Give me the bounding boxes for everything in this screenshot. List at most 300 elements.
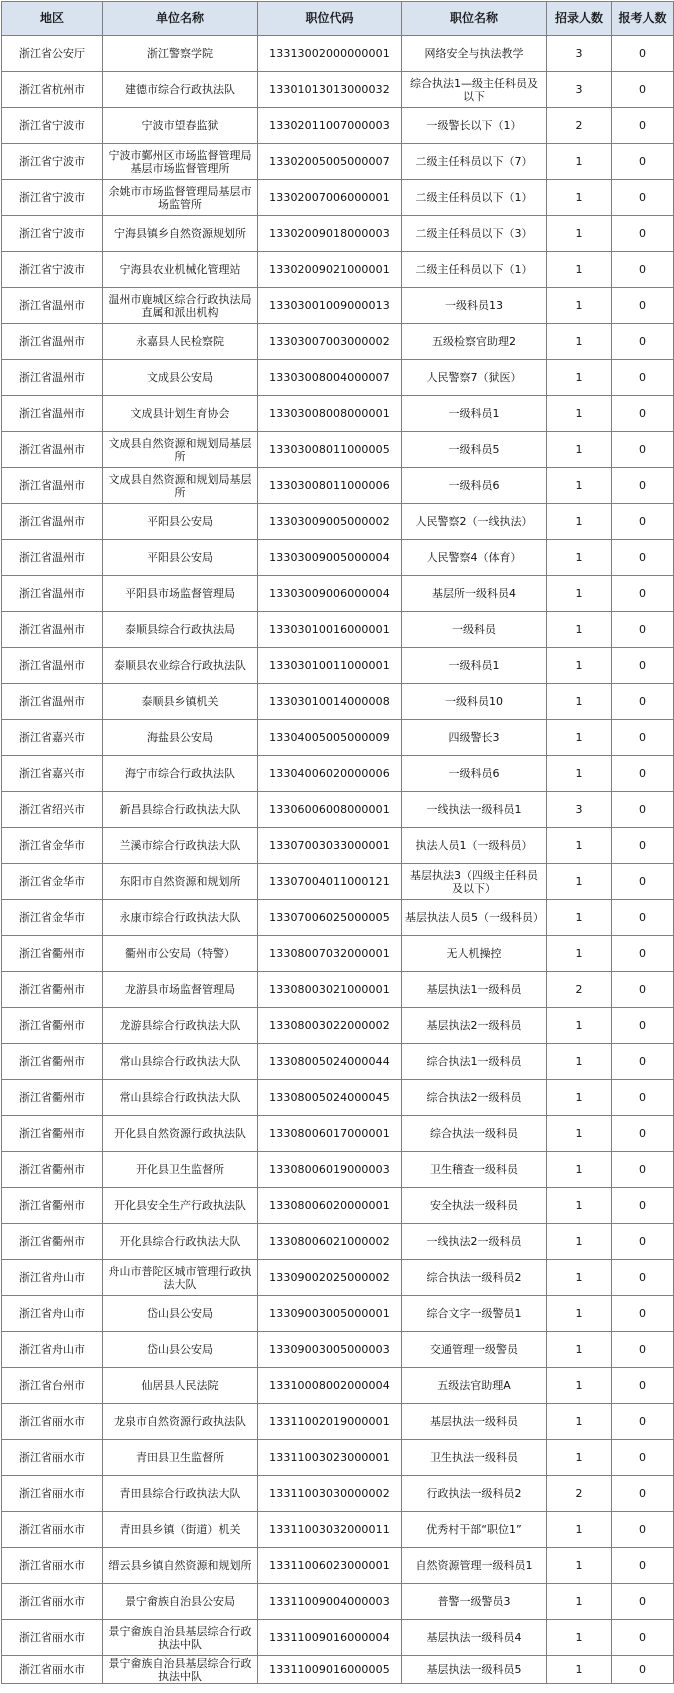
cell-position-code: 13311009016000005 [258, 1656, 402, 1684]
table-row [2, 1188, 674, 1224]
table-row [2, 684, 674, 720]
cell-position-name: 无人机操控 [402, 936, 547, 972]
table-row [2, 36, 674, 72]
cell-hire-count: 1 [547, 468, 612, 504]
cell-region: 浙江省丽水市 [2, 1404, 103, 1440]
table-row [2, 180, 674, 216]
cell-unit-name: 浙江警察学院 [103, 36, 258, 72]
cell-region: 浙江省绍兴市 [2, 792, 103, 828]
cell-hire-count: 1 [547, 360, 612, 396]
cell-region: 浙江省温州市 [2, 396, 103, 432]
cell-hire-count: 1 [547, 1512, 612, 1548]
cell-region: 浙江省衢州市 [2, 1116, 103, 1152]
cell-position-code: 13302005005000007 [258, 144, 402, 180]
table-row [2, 720, 674, 756]
cell-position-name: 基层执法一级科员 [402, 1404, 547, 1440]
cell-applicant-count: 0 [612, 432, 674, 468]
cell-region: 浙江省温州市 [2, 360, 103, 396]
cell-region: 浙江省衢州市 [2, 972, 103, 1008]
cell-unit-name: 平阳县公安局 [103, 504, 258, 540]
cell-unit-name: 青田县综合行政执法大队 [103, 1476, 258, 1512]
cell-hire-count: 1 [547, 1008, 612, 1044]
cell-position-name: 人民警察7（狱医） [402, 360, 547, 396]
cell-unit-name: 东阳市自然资源和规划所 [103, 864, 258, 900]
table-row [2, 108, 674, 144]
cell-position-code: 13302007006000001 [258, 180, 402, 216]
cell-position-code: 13304005005000009 [258, 720, 402, 756]
cell-unit-name: 常山县综合行政执法大队 [103, 1044, 258, 1080]
cell-unit-name: 宁波市鄞州区市场监督管理局基层市场监督管理所 [103, 144, 258, 180]
cell-position-code: 13303009005000004 [258, 540, 402, 576]
cell-region: 浙江省温州市 [2, 432, 103, 468]
cell-unit-name: 泰顺县综合行政执法局 [103, 612, 258, 648]
cell-position-name: 人民警察2（一线执法） [402, 504, 547, 540]
cell-hire-count: 3 [547, 36, 612, 72]
cell-position-code: 13307003033000001 [258, 828, 402, 864]
table-row [2, 396, 674, 432]
cell-unit-name: 平阳县市场监督管理局 [103, 576, 258, 612]
cell-position-name: 人民警察4（体育） [402, 540, 547, 576]
cell-position-code: 13308006019000003 [258, 1152, 402, 1188]
cell-position-name: 优秀村干部“职位1” [402, 1512, 547, 1548]
cell-hire-count: 1 [547, 900, 612, 936]
cell-position-name: 二级主任科员以下（3） [402, 216, 547, 252]
cell-applicant-count: 0 [612, 360, 674, 396]
cell-hire-count: 1 [547, 756, 612, 792]
cell-hire-count: 1 [547, 1440, 612, 1476]
cell-hire-count: 1 [547, 288, 612, 324]
cell-region: 浙江省衢州市 [2, 1188, 103, 1224]
header-position-code: 职位代码 [258, 2, 402, 36]
cell-position-code: 13308003022000002 [258, 1008, 402, 1044]
table-row [2, 1260, 674, 1296]
table-row [2, 1296, 674, 1332]
cell-region: 浙江省宁波市 [2, 108, 103, 144]
cell-position-code: 13308005024000044 [258, 1044, 402, 1080]
table-row [2, 1584, 674, 1620]
cell-position-name: 基层执法1一级科员 [402, 972, 547, 1008]
cell-unit-name: 余姚市市场监督管理局基层市场监管所 [103, 180, 258, 216]
table-row [2, 1368, 674, 1404]
cell-applicant-count: 0 [612, 1332, 674, 1368]
cell-position-code: 13308007032000001 [258, 936, 402, 972]
table-row [2, 792, 674, 828]
cell-position-name: 执法人员1（一级科员） [402, 828, 547, 864]
cell-region: 浙江省衢州市 [2, 1224, 103, 1260]
cell-position-name: 网络安全与执法教学 [402, 36, 547, 72]
cell-position-name: 四级警长3 [402, 720, 547, 756]
cell-hire-count: 3 [547, 792, 612, 828]
cell-region: 浙江省温州市 [2, 504, 103, 540]
cell-position-name: 综合执法一级科员2 [402, 1260, 547, 1296]
table-row [2, 1548, 674, 1584]
cell-region: 浙江省衢州市 [2, 1152, 103, 1188]
table-row [2, 1620, 674, 1656]
cell-position-name: 基层执法一级科员4 [402, 1620, 547, 1656]
cell-region: 浙江省宁波市 [2, 144, 103, 180]
cell-position-name: 综合执法一级科员 [402, 1116, 547, 1152]
cell-hire-count: 1 [547, 396, 612, 432]
cell-hire-count: 1 [547, 1044, 612, 1080]
cell-region: 浙江省温州市 [2, 576, 103, 612]
cell-region: 浙江省丽水市 [2, 1512, 103, 1548]
cell-region: 浙江省丽水市 [2, 1548, 103, 1584]
cell-position-name: 一级科员1 [402, 648, 547, 684]
table-row [2, 360, 674, 396]
table-row [2, 864, 674, 900]
cell-unit-name: 开化县综合行政执法大队 [103, 1224, 258, 1260]
cell-position-name: 综合执法2一级科员 [402, 1080, 547, 1116]
cell-position-name: 基层执法一级科员5 [402, 1656, 547, 1684]
cell-position-code: 13303010014000008 [258, 684, 402, 720]
cell-position-code: 13302011007000003 [258, 108, 402, 144]
cell-region: 浙江省舟山市 [2, 1260, 103, 1296]
cell-hire-count: 1 [547, 540, 612, 576]
cell-region: 浙江省衢州市 [2, 1044, 103, 1080]
table-body [2, 36, 674, 1684]
table-row [2, 1080, 674, 1116]
cell-region: 浙江省宁波市 [2, 252, 103, 288]
cell-unit-name: 文成县公安局 [103, 360, 258, 396]
cell-hire-count: 1 [547, 324, 612, 360]
cell-applicant-count: 0 [612, 1152, 674, 1188]
cell-position-code: 13311009016000004 [258, 1620, 402, 1656]
table-row [2, 324, 674, 360]
cell-position-name: 安全执法一级科员 [402, 1188, 547, 1224]
cell-applicant-count: 0 [612, 72, 674, 108]
cell-applicant-count: 0 [612, 216, 674, 252]
table-row [2, 900, 674, 936]
cell-position-name: 五级法官助理A [402, 1368, 547, 1404]
cell-region: 浙江省衢州市 [2, 1080, 103, 1116]
cell-applicant-count: 0 [612, 1224, 674, 1260]
cell-position-code: 13311003030000002 [258, 1476, 402, 1512]
cell-applicant-count: 0 [612, 252, 674, 288]
cell-applicant-count: 0 [612, 1476, 674, 1512]
header-hire-count: 招录人数 [547, 2, 612, 36]
cell-position-name: 自然资源管理一级科员1 [402, 1548, 547, 1584]
cell-hire-count: 1 [547, 1188, 612, 1224]
cell-position-name: 卫生执法一级科员 [402, 1440, 547, 1476]
cell-position-code: 13303009005000002 [258, 504, 402, 540]
cell-position-code: 13303008011000005 [258, 432, 402, 468]
cell-region: 浙江省金华市 [2, 828, 103, 864]
cell-position-name: 卫生稽查一级科员 [402, 1152, 547, 1188]
cell-hire-count: 1 [547, 828, 612, 864]
cell-region: 浙江省温州市 [2, 612, 103, 648]
cell-applicant-count: 0 [612, 648, 674, 684]
cell-position-code: 13302009021000001 [258, 252, 402, 288]
cell-unit-name: 景宁畲族自治县基层综合行政执法中队 [103, 1656, 258, 1684]
cell-unit-name: 缙云县乡镇自然资源和规划所 [103, 1548, 258, 1584]
table-row [2, 756, 674, 792]
cell-position-name: 五级检察官助理2 [402, 324, 547, 360]
cell-applicant-count: 0 [612, 540, 674, 576]
cell-region: 浙江省嘉兴市 [2, 756, 103, 792]
table-row [2, 1116, 674, 1152]
cell-position-name: 交通管理一级警员 [402, 1332, 547, 1368]
table-row [2, 1008, 674, 1044]
cell-region: 浙江省金华市 [2, 900, 103, 936]
cell-position-code: 13308006017000001 [258, 1116, 402, 1152]
cell-unit-name: 仙居县人民法院 [103, 1368, 258, 1404]
cell-region: 浙江省丽水市 [2, 1656, 103, 1684]
cell-position-name: 普警一级警员3 [402, 1584, 547, 1620]
cell-applicant-count: 0 [612, 972, 674, 1008]
cell-region: 浙江省温州市 [2, 684, 103, 720]
cell-position-code: 13304006020000006 [258, 756, 402, 792]
cell-unit-name: 海盐县公安局 [103, 720, 258, 756]
cell-applicant-count: 0 [612, 756, 674, 792]
cell-position-name: 一级科员6 [402, 468, 547, 504]
cell-hire-count: 1 [547, 1296, 612, 1332]
cell-position-code: 13303008011000006 [258, 468, 402, 504]
cell-unit-name: 常山县综合行政执法大队 [103, 1080, 258, 1116]
cell-position-name: 综合执法1—级主任科员及以下 [402, 72, 547, 108]
cell-applicant-count: 0 [612, 720, 674, 756]
cell-position-code: 13303007003000002 [258, 324, 402, 360]
cell-unit-name: 平阳县公安局 [103, 540, 258, 576]
cell-hire-count: 1 [547, 936, 612, 972]
header-applicant-count: 报考人数 [612, 2, 674, 36]
table-header [2, 2, 674, 36]
cell-position-name: 一级科员5 [402, 432, 547, 468]
cell-applicant-count: 0 [612, 684, 674, 720]
cell-unit-name: 永康市综合行政执法大队 [103, 900, 258, 936]
header-region: 地区 [2, 2, 103, 36]
cell-hire-count: 1 [547, 1620, 612, 1656]
table-row [2, 828, 674, 864]
cell-applicant-count: 0 [612, 144, 674, 180]
cell-applicant-count: 0 [612, 324, 674, 360]
cell-applicant-count: 0 [612, 468, 674, 504]
cell-unit-name: 温州市鹿城区综合行政执法局直属和派出机构 [103, 288, 258, 324]
table-row [2, 252, 674, 288]
cell-hire-count: 1 [547, 144, 612, 180]
cell-position-name: 一级科员13 [402, 288, 547, 324]
cell-unit-name: 泰顺县乡镇机关 [103, 684, 258, 720]
cell-hire-count: 1 [547, 504, 612, 540]
cell-position-name: 一级科员1 [402, 396, 547, 432]
table-row [2, 144, 674, 180]
cell-position-code: 13307006025000005 [258, 900, 402, 936]
cell-unit-name: 建德市综合行政执法队 [103, 72, 258, 108]
cell-position-code: 13301013013000032 [258, 72, 402, 108]
cell-unit-name: 衢州市公安局（特警） [103, 936, 258, 972]
cell-position-name: 基层所一级科员4 [402, 576, 547, 612]
cell-position-code: 13311003032000011 [258, 1512, 402, 1548]
cell-applicant-count: 0 [612, 504, 674, 540]
cell-applicant-count: 0 [612, 1188, 674, 1224]
table-row [2, 72, 674, 108]
cell-applicant-count: 0 [612, 1080, 674, 1116]
cell-hire-count: 1 [547, 1116, 612, 1152]
cell-hire-count: 1 [547, 720, 612, 756]
cell-position-code: 13308006020000001 [258, 1188, 402, 1224]
cell-applicant-count: 0 [612, 1620, 674, 1656]
table-row [2, 1044, 674, 1080]
header-row [2, 2, 674, 36]
cell-region: 浙江省宁波市 [2, 180, 103, 216]
table-row [2, 1224, 674, 1260]
cell-applicant-count: 0 [612, 1368, 674, 1404]
cell-hire-count: 1 [547, 1584, 612, 1620]
cell-position-code: 13303008004000007 [258, 360, 402, 396]
cell-hire-count: 1 [547, 1260, 612, 1296]
cell-unit-name: 文成县自然资源和规划局基层所 [103, 432, 258, 468]
cell-position-name: 二级主任科员以下（1） [402, 252, 547, 288]
cell-unit-name: 青田县卫生监督所 [103, 1440, 258, 1476]
cell-region: 浙江省温州市 [2, 540, 103, 576]
cell-unit-name: 青田县乡镇（街道）机关 [103, 1512, 258, 1548]
cell-position-name: 行政执法一级科员2 [402, 1476, 547, 1512]
cell-hire-count: 1 [547, 1656, 612, 1684]
cell-position-code: 13303010016000001 [258, 612, 402, 648]
cell-position-name: 基层执法3（四级主任科员及以下） [402, 864, 547, 900]
cell-position-name: 一级科员 [402, 612, 547, 648]
cell-unit-name: 龙泉市自然资源行政执法队 [103, 1404, 258, 1440]
cell-position-code: 13309003005000001 [258, 1296, 402, 1332]
table-row [2, 216, 674, 252]
table-row [2, 1152, 674, 1188]
cell-position-code: 13309002025000002 [258, 1260, 402, 1296]
cell-applicant-count: 0 [612, 36, 674, 72]
cell-applicant-count: 0 [612, 108, 674, 144]
cell-unit-name: 宁波市望春监狱 [103, 108, 258, 144]
cell-position-code: 13303010011000001 [258, 648, 402, 684]
cell-region: 浙江省丽水市 [2, 1584, 103, 1620]
table-row [2, 648, 674, 684]
cell-unit-name: 岱山县公安局 [103, 1332, 258, 1368]
table-row [2, 936, 674, 972]
cell-unit-name: 文成县计划生育协会 [103, 396, 258, 432]
cell-region: 浙江省公安厅 [2, 36, 103, 72]
cell-hire-count: 2 [547, 1476, 612, 1512]
table-row [2, 432, 674, 468]
cell-applicant-count: 0 [612, 1296, 674, 1332]
cell-hire-count: 1 [547, 180, 612, 216]
cell-position-name: 一线执法2一级科员 [402, 1224, 547, 1260]
cell-position-name: 二级主任科员以下（7） [402, 144, 547, 180]
cell-unit-name: 泰顺县农业综合行政执法队 [103, 648, 258, 684]
cell-hire-count: 1 [547, 216, 612, 252]
cell-unit-name: 新昌县综合行政执法大队 [103, 792, 258, 828]
cell-position-code: 13308006021000002 [258, 1224, 402, 1260]
cell-region: 浙江省嘉兴市 [2, 720, 103, 756]
cell-hire-count: 1 [547, 1080, 612, 1116]
cell-region: 浙江省丽水市 [2, 1476, 103, 1512]
cell-unit-name: 宁海县农业机械化管理站 [103, 252, 258, 288]
cell-hire-count: 1 [547, 1368, 612, 1404]
cell-hire-count: 2 [547, 108, 612, 144]
cell-applicant-count: 0 [612, 180, 674, 216]
cell-position-code: 13303009006000004 [258, 576, 402, 612]
cell-applicant-count: 0 [612, 1584, 674, 1620]
cell-position-code: 13306006008000001 [258, 792, 402, 828]
cell-position-code: 13309003005000003 [258, 1332, 402, 1368]
cell-region: 浙江省舟山市 [2, 1332, 103, 1368]
cell-applicant-count: 0 [612, 576, 674, 612]
cell-hire-count: 1 [547, 1548, 612, 1584]
cell-unit-name: 兰溪市综合行政执法大队 [103, 828, 258, 864]
cell-hire-count: 3 [547, 72, 612, 108]
cell-hire-count: 1 [547, 612, 612, 648]
cell-unit-name: 开化县卫生监督所 [103, 1152, 258, 1188]
table-row [2, 1656, 674, 1684]
cell-region: 浙江省杭州市 [2, 72, 103, 108]
cell-applicant-count: 0 [612, 828, 674, 864]
cell-position-code: 13311002019000001 [258, 1404, 402, 1440]
cell-position-name: 基层执法2一级科员 [402, 1008, 547, 1044]
cell-applicant-count: 0 [612, 864, 674, 900]
cell-position-code: 13308005024000045 [258, 1080, 402, 1116]
cell-applicant-count: 0 [612, 396, 674, 432]
cell-position-name: 一级科员6 [402, 756, 547, 792]
table-row [2, 576, 674, 612]
cell-applicant-count: 0 [612, 936, 674, 972]
cell-position-code: 13303008008000001 [258, 396, 402, 432]
cell-hire-count: 1 [547, 432, 612, 468]
cell-unit-name: 龙游县市场监督管理局 [103, 972, 258, 1008]
cell-region: 浙江省温州市 [2, 468, 103, 504]
cell-applicant-count: 0 [612, 1656, 674, 1684]
cell-hire-count: 1 [547, 1332, 612, 1368]
cell-applicant-count: 0 [612, 792, 674, 828]
table-row [2, 468, 674, 504]
cell-unit-name: 海宁市综合行政执法队 [103, 756, 258, 792]
cell-position-code: 13307004011000121 [258, 864, 402, 900]
cell-unit-name: 景宁畲族自治县公安局 [103, 1584, 258, 1620]
cell-position-code: 13303001009000013 [258, 288, 402, 324]
cell-unit-name: 永嘉县人民检察院 [103, 324, 258, 360]
cell-position-name: 一级警长以下（1） [402, 108, 547, 144]
cell-hire-count: 1 [547, 1224, 612, 1260]
cell-applicant-count: 0 [612, 1044, 674, 1080]
cell-unit-name: 开化县安全生产行政执法队 [103, 1188, 258, 1224]
positions-table [1, 1, 674, 1684]
cell-hire-count: 1 [547, 1404, 612, 1440]
cell-position-code: 13311006023000001 [258, 1548, 402, 1584]
cell-region: 浙江省温州市 [2, 648, 103, 684]
cell-unit-name: 宁海县镇乡自然资源规划所 [103, 216, 258, 252]
cell-position-code: 13311003023000001 [258, 1440, 402, 1476]
cell-position-name: 基层执法人员5（一级科员） [402, 900, 547, 936]
cell-hire-count: 1 [547, 252, 612, 288]
cell-region: 浙江省衢州市 [2, 936, 103, 972]
table-row [2, 540, 674, 576]
cell-unit-name: 岱山县公安局 [103, 1296, 258, 1332]
cell-unit-name: 舟山市普陀区城市管理行政执法大队 [103, 1260, 258, 1296]
cell-hire-count: 1 [547, 864, 612, 900]
cell-unit-name: 景宁畲族自治县基层综合行政执法中队 [103, 1620, 258, 1656]
table-row [2, 1512, 674, 1548]
cell-region: 浙江省温州市 [2, 288, 103, 324]
table-row [2, 1476, 674, 1512]
cell-applicant-count: 0 [612, 1116, 674, 1152]
cell-applicant-count: 0 [612, 1440, 674, 1476]
cell-hire-count: 1 [547, 648, 612, 684]
header-position-name: 职位名称 [402, 2, 547, 36]
cell-region: 浙江省宁波市 [2, 216, 103, 252]
table-row [2, 1404, 674, 1440]
cell-applicant-count: 0 [612, 1008, 674, 1044]
cell-hire-count: 1 [547, 1152, 612, 1188]
cell-region: 浙江省衢州市 [2, 1008, 103, 1044]
cell-applicant-count: 0 [612, 900, 674, 936]
cell-applicant-count: 0 [612, 1512, 674, 1548]
cell-region: 浙江省金华市 [2, 864, 103, 900]
table-row [2, 1440, 674, 1476]
